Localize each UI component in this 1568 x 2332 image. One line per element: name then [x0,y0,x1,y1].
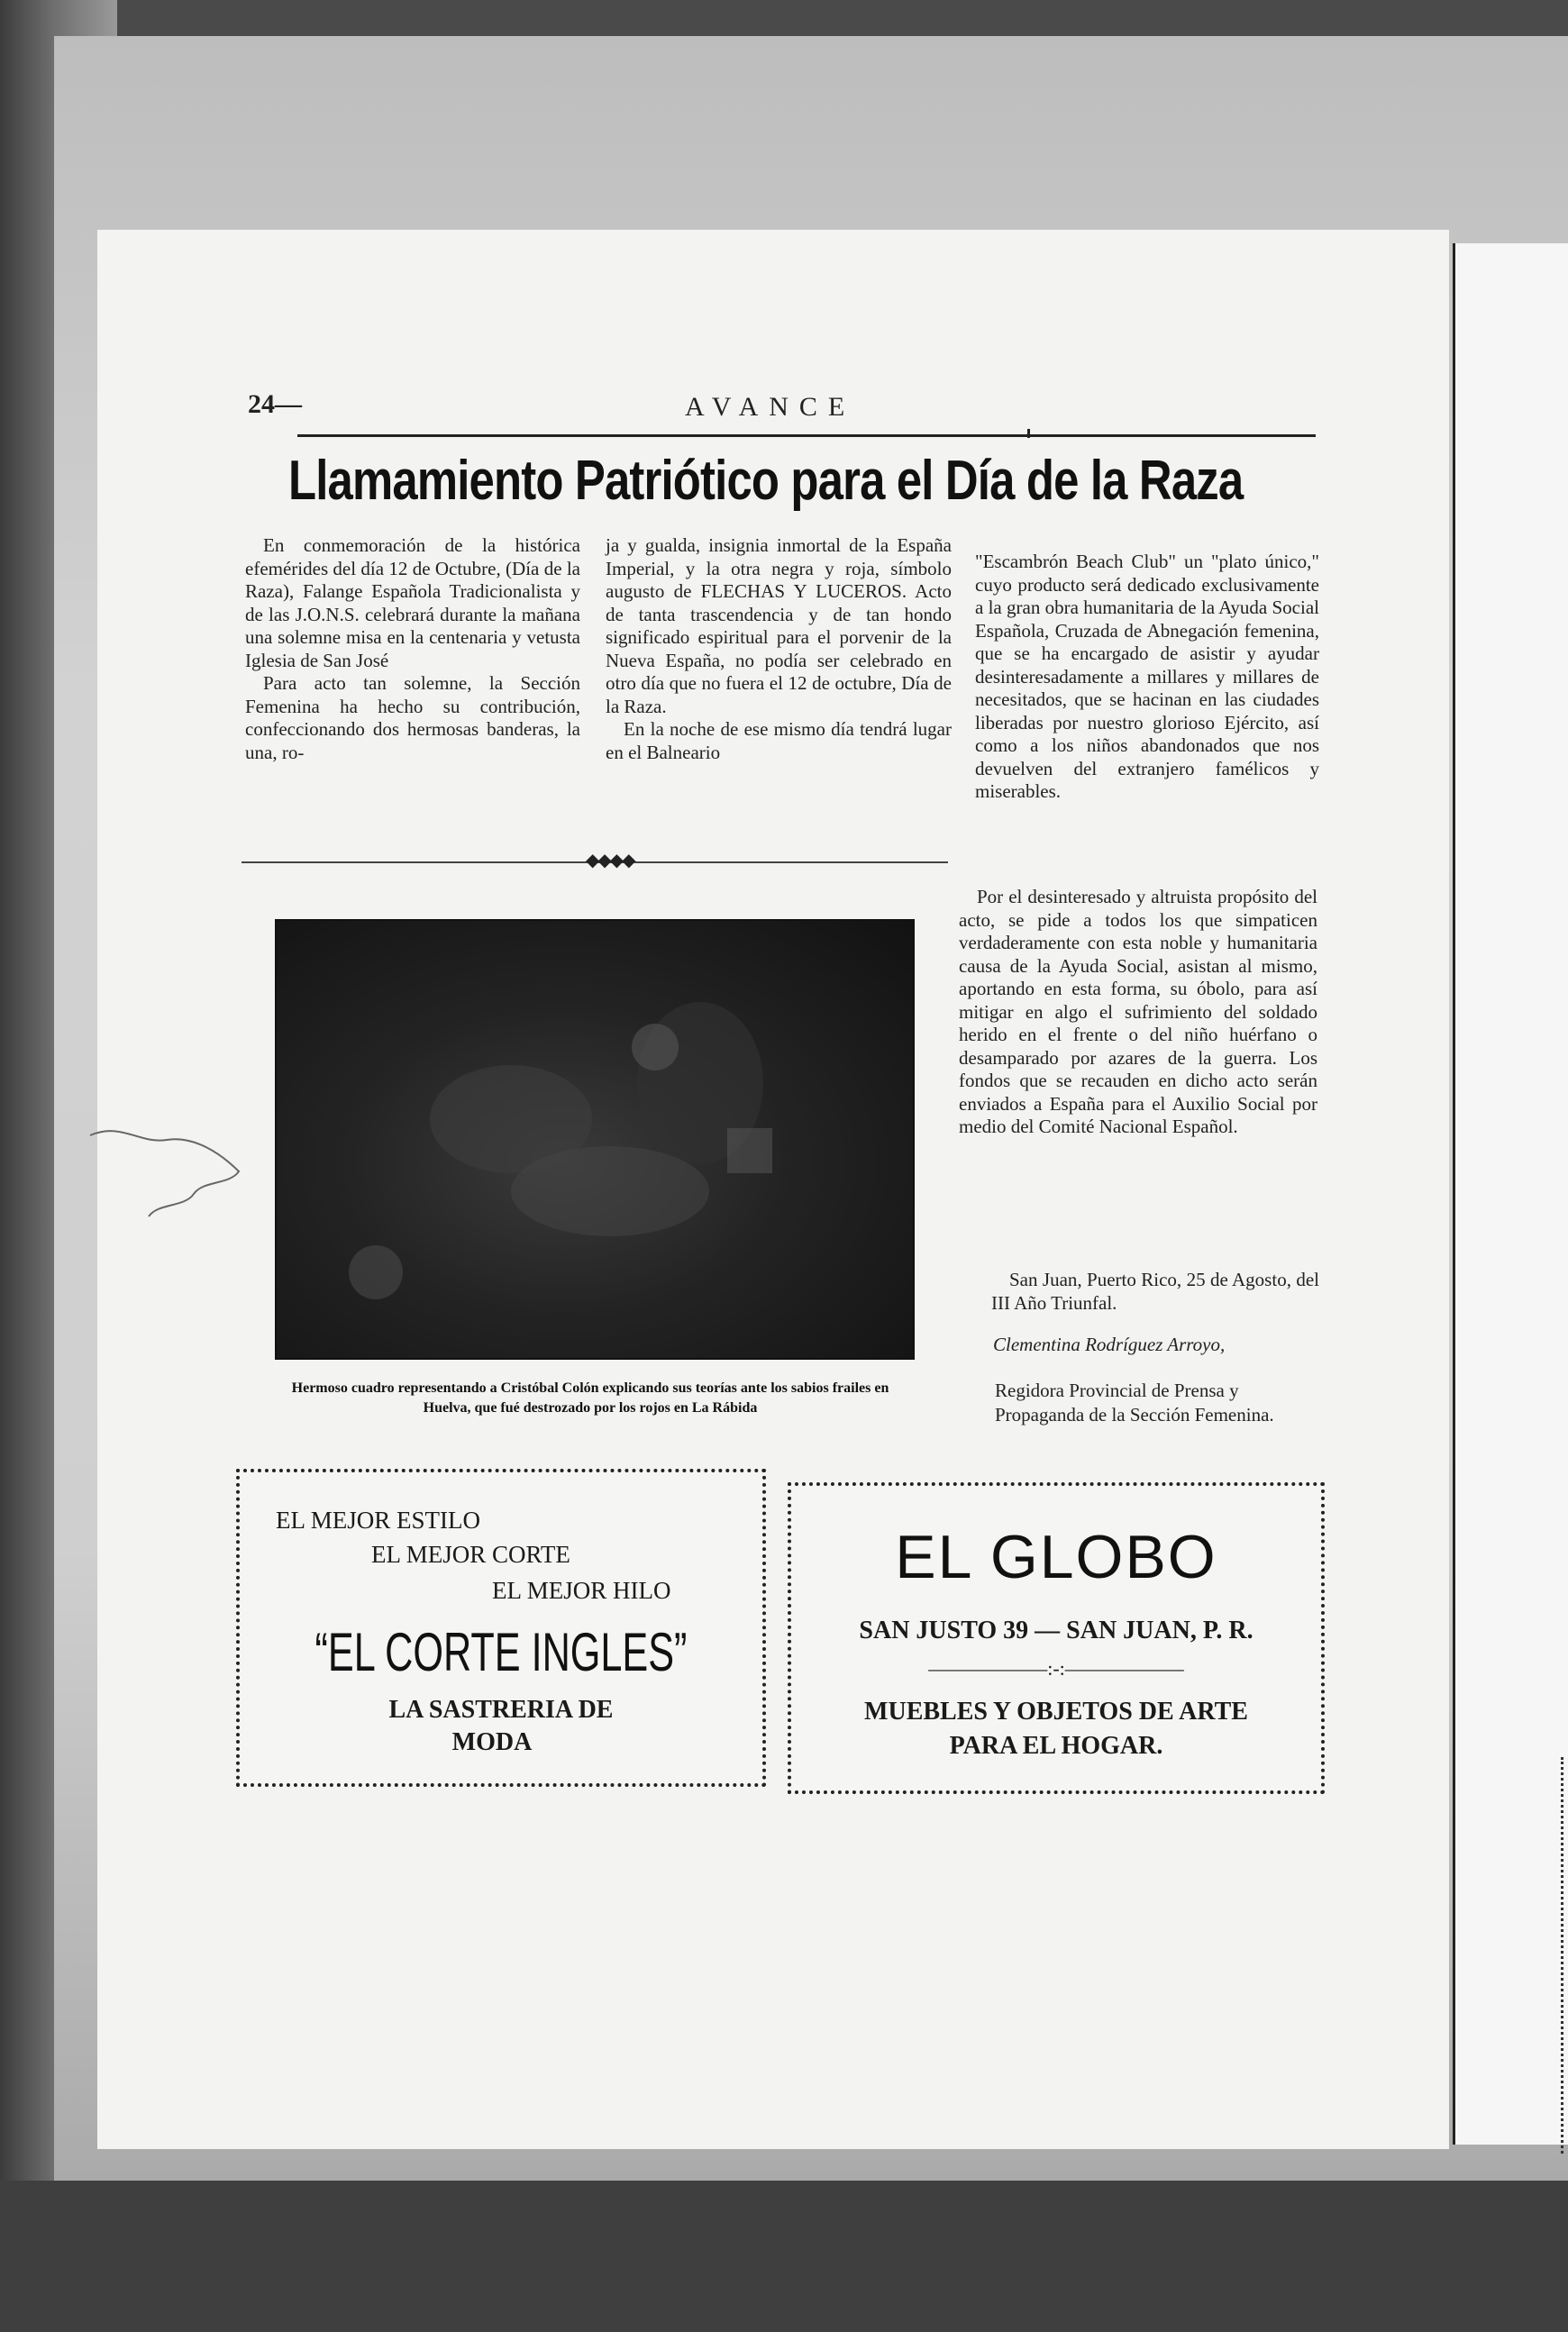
painting-image [277,921,913,1358]
adjacent-page-border [1561,1757,1568,2154]
ad-address: SAN JUSTO 39 — SAN JUAN, P. R. [859,1617,1253,1644]
place-date: San Juan, Puerto Rico, 25 de Agosto, del III Año Triunfal. [991,1269,1319,1314]
scan-background-bottom [0,2181,1568,2332]
article-column-3-continued [959,886,1317,1139]
ad-subline: MODA [451,1728,533,1756]
article-column-3 [975,551,1319,804]
ad-line: EL MEJOR HILO [492,1577,671,1604]
header-rule [297,434,1316,437]
masthead: AVANCE [685,392,856,422]
adjacent-page-edge [1453,243,1568,2145]
ad-line: EL MEJOR CORTE [371,1541,570,1568]
ad-el-globo [788,1482,1325,1794]
ad-brand: “EL CORTE INGLES” [315,1622,688,1682]
ad-subline: MUEBLES Y OBJETOS DE ARTE [864,1698,1248,1726]
article-paragraph: ja y gualda, insignia inmortal de la España Imperial, y la otra negra y roja, símbolo augusto de FLECHAS Y LUCEROS. Acto de tanta trascendencia y de tan hondo significado espiritual para el porvenir de la Nueva España, no podía ser celebrado en otro día que no fuera el 12 de octubre, Día de la Raza. [606,534,952,717]
page-number: 24— [248,389,302,419]
signatory-title: Regidora Provincial de Prensa y Propaganda de la Sección Femenina. [995,1380,1274,1426]
ad-ornament: ——————:-:—————— [928,1657,1184,1680]
article-headline: Llamamiento Patriótico para el Día de la Raza [288,450,1244,512]
article-paragraph: En conmemoración de la histórica efemérides del día 12 de Octubre, (Día de la Raza), Falange Española Tradicionalista y de las J.O.N.S. celebrará durante la mañana una solemne misa en la centenaria y vetusta Iglesia de San José [245,534,580,671]
thread-decoration [86,1117,248,1225]
article-paragraph: Para acto tan solemne, la Sección Femenina ha hecho su contribución, confeccionando dos hermosas banderas, la una, ro- [245,672,580,763]
ad-corte-ingles [236,1469,766,1787]
article-column-2 [606,534,952,764]
ad-line: EL MEJOR ESTILO [276,1507,480,1534]
ad-subline: LA SASTRERIA DE [388,1696,614,1724]
article-paragraph: Por el desinteresado y altruista propósito del acto, se pide a todos los que simpaticen verdaderamente con esta noble y humanitaria causa de la Ayuda Social, asistan al mismo, aportando en esta forma, su óbolo, para así mitigar en algo el sufrimiento del soldado herido en el frente o del niño huérfano o desamparado por azares de la guerra. Los fondos que se recauden en dicho acto serán enviados a España para el Auxilio Social por medio del Comité Nacional Español. [959,886,1317,1137]
ad-brand: EL GLOBO [895,1523,1217,1591]
separator-ornament: ◆◆◆◆ [586,851,634,870]
painting-photo [275,919,915,1360]
photo-caption: Hermoso cuadro representando a Cristóbal Colón explicando sus teorías ante los sabios frailes en Huelva, que fué destrozado por los rojos en La Rábida [291,1380,889,1416]
header-rule-tick [1027,429,1030,438]
article-column-1 [245,534,580,764]
article-place-date [991,1269,1319,1315]
article-paragraph: En la noche de ese mismo día tendrá lugar en el Balneario [606,718,952,763]
article-signature: Clementina Rodríguez Arroyo, [993,1334,1226,1355]
ad-subline: PARA EL HOGAR. [949,1732,1163,1760]
article-paragraph: "Escambrón Beach Club" un "plato único," cuyo producto será dedicado exclusivamente a la gran obra humanitaria de la Ayuda Social Española, Cruzada de Abnegación femenina, que se ha encargado de asistir y ayudar desinteresadamente a millares y millares de necesitados, que se hacinan en las ciudades liberadas por nuestro glorioso Ejército, así como a los niños abandonados que nos devuelven del extranjero famélicos y miserables. [975,551,1319,802]
